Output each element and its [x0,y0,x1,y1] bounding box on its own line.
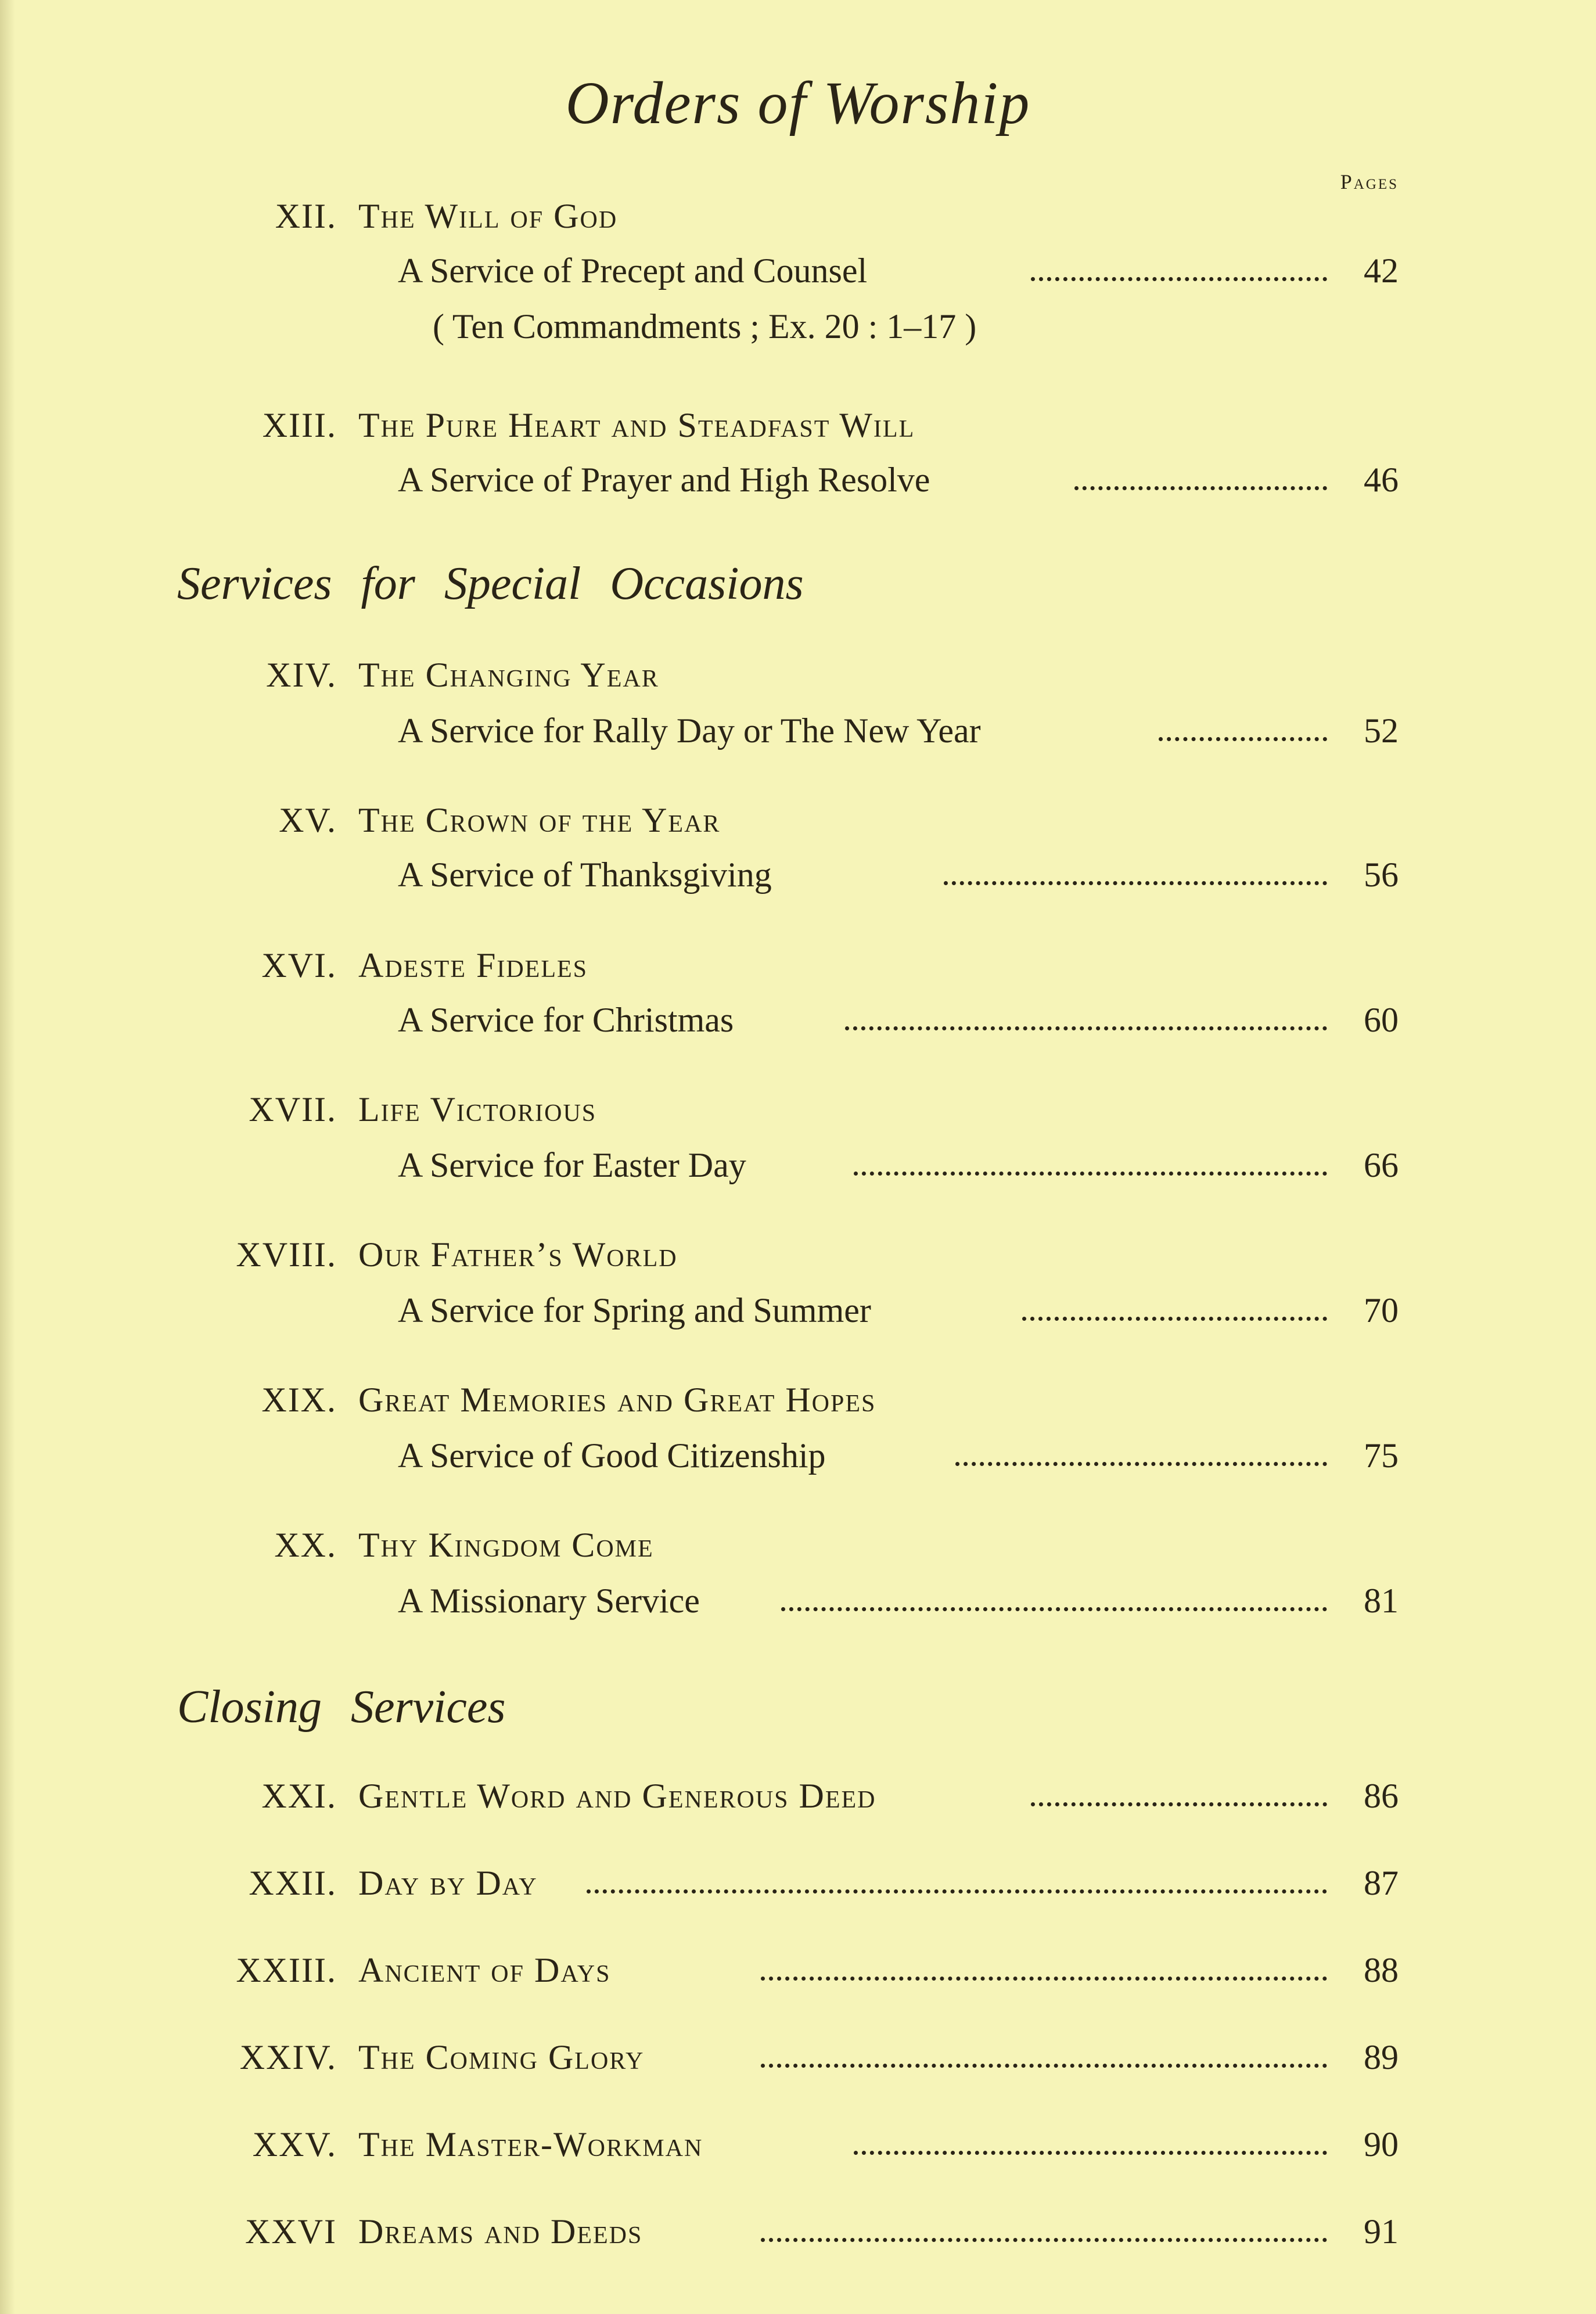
dot-leader [1031,235,1327,281]
entry-title: The Crown of the Year [358,801,721,839]
entry-title: Gentle Word and Generous Deed [358,1777,876,1815]
section-heading-special: Services for Special Occasions [177,558,804,609]
entry-title: The Pure Heart and Steadfast Will [358,406,915,444]
entry-title: The Will of God [358,197,618,235]
page-number[interactable]: 81 [1364,1582,1399,1620]
toc-entry[interactable] [0,1522,1596,1568]
page-number[interactable]: 86 [1364,1777,1399,1815]
page-number[interactable]: 91 [1364,2212,1399,2251]
entry-numeral: XX. [274,1526,337,1564]
dot-leader [587,1847,1327,1893]
entry-title: Thy Kingdom Come [358,1526,654,1564]
page-number[interactable]: 75 [1364,1436,1399,1475]
entry-subtitle: A Service of Thanksgiving [398,856,772,894]
toc-entry[interactable] [0,402,1596,448]
entry-title: Life Victorious [358,1090,597,1129]
entry-title: Dreams and Deeds [358,2212,643,2251]
dot-leader [761,1934,1327,1981]
entry-numeral: XXVI [245,2212,337,2251]
entry-title: The Changing Year [358,656,659,694]
page-number[interactable]: 70 [1364,1291,1399,1330]
entry-title: Day by Day [358,1864,538,1902]
toc-entry[interactable] [0,193,1596,239]
entry-title: The Coming Glory [358,2038,645,2076]
page-number[interactable]: 42 [1364,251,1399,290]
page-number[interactable]: 88 [1364,1951,1399,1989]
dot-leader [854,2108,1327,2155]
pages-column-label: Pages [1340,170,1399,193]
entry-subtitle: A Service for Christmas [398,1001,734,1039]
page-title: Orders of Worship [565,70,1031,136]
page-number[interactable]: 46 [1364,461,1399,499]
entry-subtitle: A Service of Good Citizenship [398,1436,826,1475]
entry-numeral: XVII. [249,1090,337,1129]
dot-leader [1022,1274,1327,1321]
page-number[interactable]: 90 [1364,2125,1399,2164]
page-number[interactable]: 60 [1364,1001,1399,1039]
toc-entry[interactable] [0,652,1596,698]
entry-subtitle: A Service of Prayer and High Resolve [398,461,930,499]
entry-subtitle: A Service for Rally Day or The New Year [398,712,981,750]
toc-entry[interactable] [0,797,1596,843]
entry-title: Adeste Fideles [358,946,588,984]
scripture-reference: ( Ten Commandments ; Ex. 20 : 1–17 ) [433,307,977,346]
entry-title: Great Memories and Great Hopes [358,1381,876,1419]
page-number[interactable]: 52 [1364,712,1399,750]
dot-leader [761,2021,1327,2068]
entry-title: The Master-Workman [358,2125,703,2164]
dot-leader [1074,444,1327,490]
entry-numeral: XIV. [266,656,337,694]
entry-subtitle: A Service of Precept and Counsel [398,251,868,290]
entry-numeral: XII. [275,197,337,235]
entry-numeral: XXII. [249,1864,337,1902]
entry-title: Our Father’s World [358,1235,678,1274]
entry-numeral: XXIV. [239,2038,337,2076]
dot-leader [761,2196,1327,2242]
toc-entry[interactable] [0,1086,1596,1133]
page-number[interactable]: 87 [1364,1864,1399,1902]
page-number[interactable]: 66 [1364,1146,1399,1184]
entry-subtitle: A Service for Easter Day [398,1146,746,1184]
entry-numeral: XVIII. [236,1235,337,1274]
entry-subtitle: A Missionary Service [398,1582,700,1620]
page-number[interactable]: 56 [1364,856,1399,894]
toc-entry[interactable] [0,2121,1596,2168]
entry-numeral: XIII. [262,406,337,444]
dot-leader [1159,695,1327,741]
dot-leader [781,1565,1327,1611]
entry-numeral: XXIII. [236,1951,337,1989]
entry-numeral: XIX. [261,1381,337,1419]
toc-entry[interactable] [0,1231,1596,1278]
entry-numeral: XXV. [252,2125,337,2164]
entry-numeral: XVI. [261,946,337,984]
toc-entry[interactable] [0,1773,1596,1819]
entry-numeral: XV. [279,801,337,839]
toc-entry[interactable] [0,1377,1596,1423]
entry-numeral: XXI. [261,1777,337,1815]
dot-leader [845,984,1327,1030]
entry-title: Ancient of Days [358,1951,611,1989]
dot-leader [955,1420,1327,1466]
dot-leader [1031,1760,1327,1806]
entry-subtitle: A Service for Spring and Summer [398,1291,871,1330]
section-heading-closing: Closing Services [177,1681,506,1733]
toc-entry[interactable] [0,942,1596,989]
page-number[interactable]: 89 [1364,2038,1399,2076]
dot-leader [854,1129,1327,1176]
dot-leader [944,839,1327,885]
